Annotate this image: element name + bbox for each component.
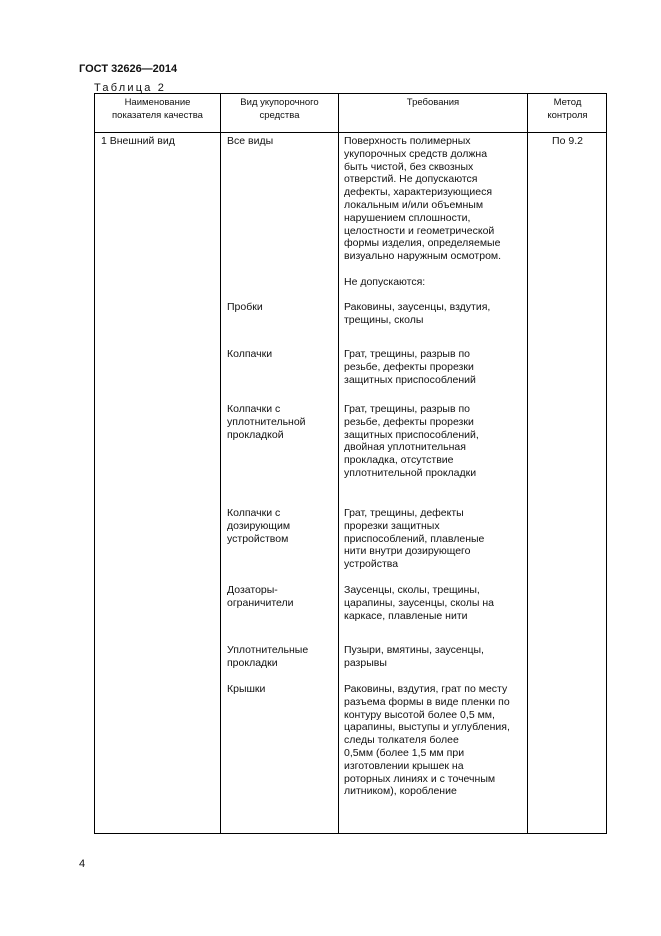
closure-type-cell: Все виды xyxy=(227,135,274,147)
closure-type-cell: Уплотнительные прокладки xyxy=(227,644,309,669)
header-method: Метод контроля xyxy=(547,97,588,121)
requirement-cell: Грат, трещины, разрыв по резьбе, дефекты прорезки защитных приспособлений xyxy=(344,348,476,386)
quality-table xyxy=(94,93,607,834)
closure-type-cell: Дозаторы- ограничители xyxy=(227,584,294,609)
indicator-cell: 1 Внешний вид xyxy=(101,135,175,147)
header-divider xyxy=(95,132,606,133)
closure-type-cell: Крышки xyxy=(227,683,266,695)
header-indicator: Наименование показателя качества xyxy=(112,97,203,121)
column-divider xyxy=(338,94,339,833)
closure-type-cell: Пробки xyxy=(227,301,263,313)
requirement-cell: Поверхность полимерных укупорочных средств должна быть чистой, без сквозных отверстий. Не допускаются дефекты, характеризующиеся локальным и/или объемным нарушением сплошности, целостности и геометрической формы изделия, определяемые визуально наружным осмотром. xyxy=(344,135,502,263)
table-caption: Таблица 2 xyxy=(94,82,167,94)
requirement-cell: Раковины, вздутия, грат по месту разъема формы в виде пленки по контуру высотой более 0,5 мм, царапины, выступы и углубления, следы толкателя более 0,5мм (более 1,5 мм при изготовлении крышек на роторных линиях и с точечным литником), коробление xyxy=(344,683,510,798)
requirement-cell: Пузыри, вмятины, заусенцы, разрывы xyxy=(344,644,484,669)
closure-type-cell: Колпачки с уплотнительной прокладкой xyxy=(227,403,306,441)
column-divider xyxy=(527,94,528,833)
header-closure-type: Вид укупорочного средства xyxy=(240,97,319,121)
method-cell: По 9.2 xyxy=(552,135,583,147)
requirement-cell: Грат, трещины, разрыв по резьбе, дефекты прорезки защитных приспособлений, двойная уплотнительная прокладка, отсутствие уплотнительной прокладки xyxy=(344,403,479,479)
header-requirements: Требования xyxy=(406,97,460,108)
closure-type-cell: Колпачки с дозирующим устройством xyxy=(227,507,291,545)
document-header: ГОСТ 32626—2014 xyxy=(79,63,178,75)
column-divider xyxy=(220,94,221,833)
closure-type-cell: Колпачки xyxy=(227,348,273,360)
page-number: 4 xyxy=(79,858,86,870)
requirement-cell: Раковины, заусенцы, вздутия, трещины, сколы xyxy=(344,301,491,326)
requirement-note: Не допускаются: xyxy=(344,276,426,288)
requirement-cell: Заусенцы, сколы, трещины, царапины, заусенцы, сколы на каркасе, плавленые нити xyxy=(344,584,495,622)
requirement-cell: Грат, трещины, дефекты прорезки защитных приспособлений, плавленые нити внутри дозирующего устройства xyxy=(344,507,485,571)
